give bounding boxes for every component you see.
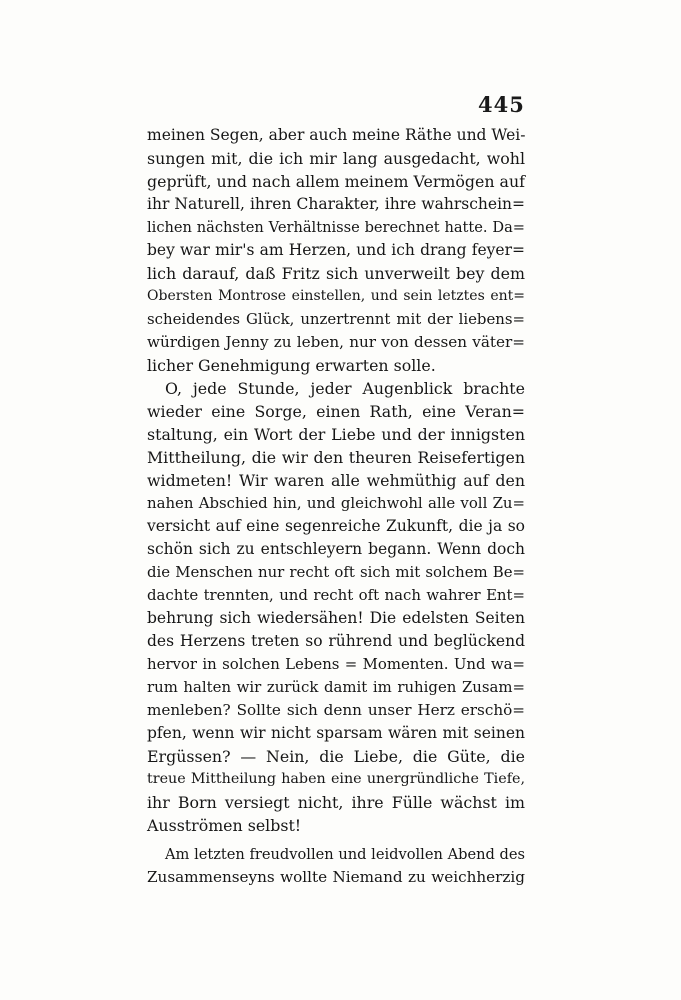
body-text	[147, 124, 525, 889]
text-line: geprüft, und nach allem meinem Vermögen auf	[147, 172, 525, 191]
text-line: O, jede Stunde, jeder Augenblick brachte	[165, 379, 525, 398]
paragraph-2	[147, 377, 525, 837]
text-line: staltung, ein Wort der Liebe und der innigsten	[147, 425, 525, 444]
text-line: ihr Born versiegt nicht, ihre Fülle wächst im	[147, 793, 525, 812]
text-line: Obersten Montrose einstellen, und sein letztes ent=	[147, 288, 525, 304]
text-line: Mittheilung, die wir den theuren Reisefertigen	[147, 448, 525, 467]
text-line: hervor in solchen Lebens = Momenten. Und wa=	[147, 655, 525, 673]
text-line: behrung sich wiedersähen! Die edelsten Seiten	[147, 609, 525, 627]
text-line: ihr Naturell, ihren Charakter, ihre wahrschein=	[147, 195, 525, 213]
text-line: rum halten wir zurück damit im ruhigen Zusam=	[147, 678, 525, 696]
page-number: 445	[478, 92, 525, 117]
text-line: treue Mittheilung haben eine unergründliche Tiefe,	[147, 771, 525, 787]
text-line: lich darauf, daß Fritz sich unverweilt bey dem	[147, 264, 525, 283]
text-line: Ergüssen? — Nein, die Liebe, die Güte, die	[147, 747, 525, 766]
text-line: nahen Abschied hin, und gleichwohl alle voll Zu=	[147, 494, 525, 512]
text-line: versicht auf eine segenreiche Zukunft, die ja so	[147, 517, 525, 535]
text-line: widmeten! Wir waren alle wehmüthig auf den	[147, 471, 525, 490]
text-line: des Herzens treten so rührend und beglückend	[147, 632, 525, 650]
text-line: bey war mir's am Herzen, und ich drang feyer=	[147, 241, 525, 259]
text-line: scheidendes Glück, unzertrennt mit der liebens=	[147, 310, 525, 328]
text-line: menleben? Sollte sich denn unser Herz erschö=	[147, 701, 525, 719]
text-line: würdigen Jenny zu leben, nur von dessen väter=	[147, 333, 525, 351]
text-line: Zusammenseyns wollte Niemand zu weichherzig	[147, 868, 525, 886]
text-line: lichen nächsten Verhältnisse berechnet hatte. Da=	[147, 219, 525, 236]
text-line: Ausströmen selbst!	[147, 816, 302, 835]
paragraph-3	[147, 843, 525, 889]
text-line: licher Genehmigung erwarten solle.	[147, 356, 436, 375]
text-line: wieder eine Sorge, einen Rath, eine Veran=	[147, 402, 525, 421]
text-line: die Menschen nur recht oft sich mit solchem Be=	[147, 563, 525, 581]
text-line: meinen Segen, aber auch meine Räthe und Wei-	[147, 126, 526, 144]
text-line: sungen mit, die ich mir lang ausgedacht, wohl	[147, 149, 525, 168]
text-line: schön sich zu entschleyern begann. Wenn doch	[147, 540, 525, 558]
paragraph-1	[147, 124, 525, 377]
text-line: Am letzten freudvollen und leidvollen Abend des	[165, 846, 525, 863]
text-line: pfen, wenn wir nicht sparsam wären mit seinen	[147, 724, 525, 742]
text-line: dachte trennten, und recht oft nach wahrer Ent=	[147, 586, 525, 604]
